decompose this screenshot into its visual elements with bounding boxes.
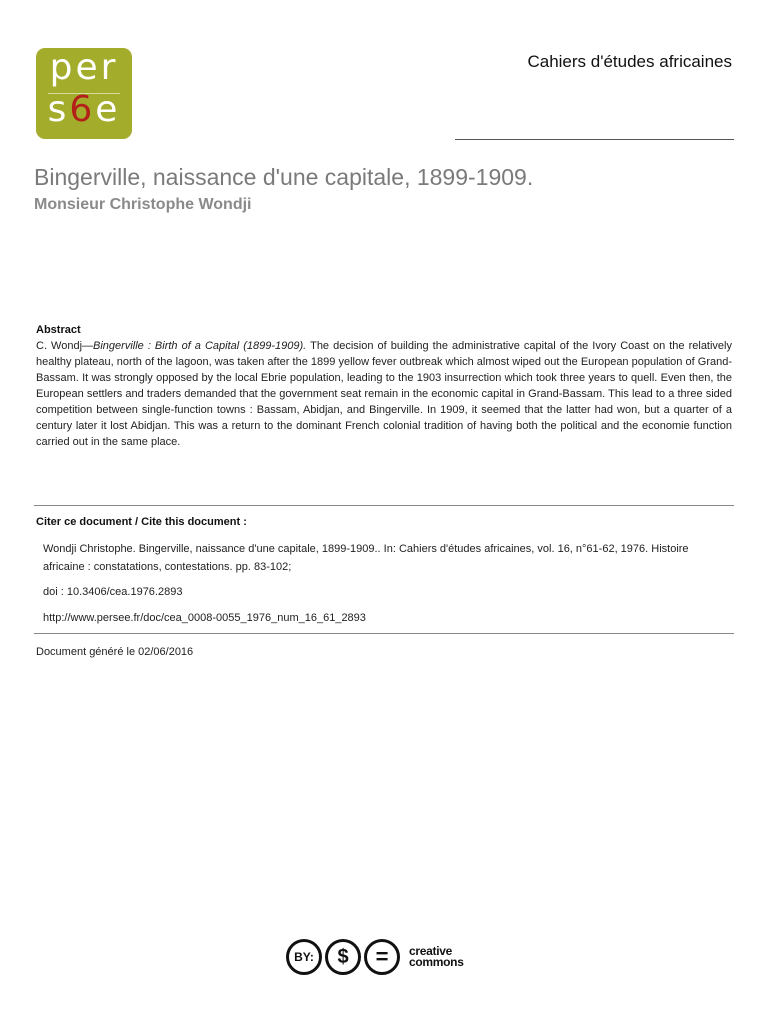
citation-heading: Citer ce document / Cite this document :: [36, 516, 247, 528]
article-title: Bingerville, naissance d'une capitale, 1899-1909.: [34, 164, 534, 190]
persee-logo: [36, 48, 132, 139]
abstract-heading: Abstract: [36, 324, 81, 336]
cc-by-icon: BY:: [286, 939, 322, 975]
generated-date: Document généré le 02/06/2016: [36, 646, 194, 658]
logo-text-bottom: s6e: [47, 89, 121, 130]
citation-doi[interactable]: doi : 10.3406/cea.1976.2893: [43, 586, 183, 598]
journal-rule: [455, 139, 734, 140]
abstract-text: C. Wondj—Bingerville : Birth of a Capital (1899-1909). The decision of building the administrative capital of the Ivory Coast on the relatively healthy plateau, north of the lagoon, was taken after the 1899 yellow fever outbreak which almost wiped out the European population of Grand-Bassam. It was strongly opposed by the local Ebrie population, leading to the 1903 insurrection which took three years to quell. Even then, the European settlers and traders demanded that the government seat remain in the economic capital in Grand-Bassam. This lead to a three sided competition between single-function towns : Bassam, Abidjan, and Bingerville. In 1909, it seemed that the latter had won, but a quarter of a century later it lost Abidjan. This was a return to the dominant French colonial tradition of having both the political and the economie function carried out in the same place.: [36, 340, 732, 448]
divider-bottom: [34, 633, 734, 634]
citation-reference: Wondji Christophe. Bingerville, naissance d'une capitale, 1899-1909.. In: Cahiers d'études africaines, vol. 16, n°61-62, 1976. Histoire africaine : constatations, contestations. pp. 83-102;: [43, 543, 689, 573]
logo-text-top: per: [49, 48, 119, 88]
journal-name: Cahiers d'études africaines: [527, 52, 732, 71]
cc-nc-icon: $: [325, 939, 361, 975]
article-author: Monsieur Christophe Wondji: [34, 196, 252, 213]
citation-url-link[interactable]: http://www.persee.fr/doc/cea_0008-0055_1976_num_16_61_2893: [43, 612, 366, 624]
cc-license-badge[interactable]: [286, 937, 464, 977]
cc-wordmark: creative commons: [409, 944, 464, 969]
cc-nd-icon: =: [364, 939, 400, 975]
abstract-block: [36, 322, 732, 450]
divider-top: [34, 505, 734, 506]
